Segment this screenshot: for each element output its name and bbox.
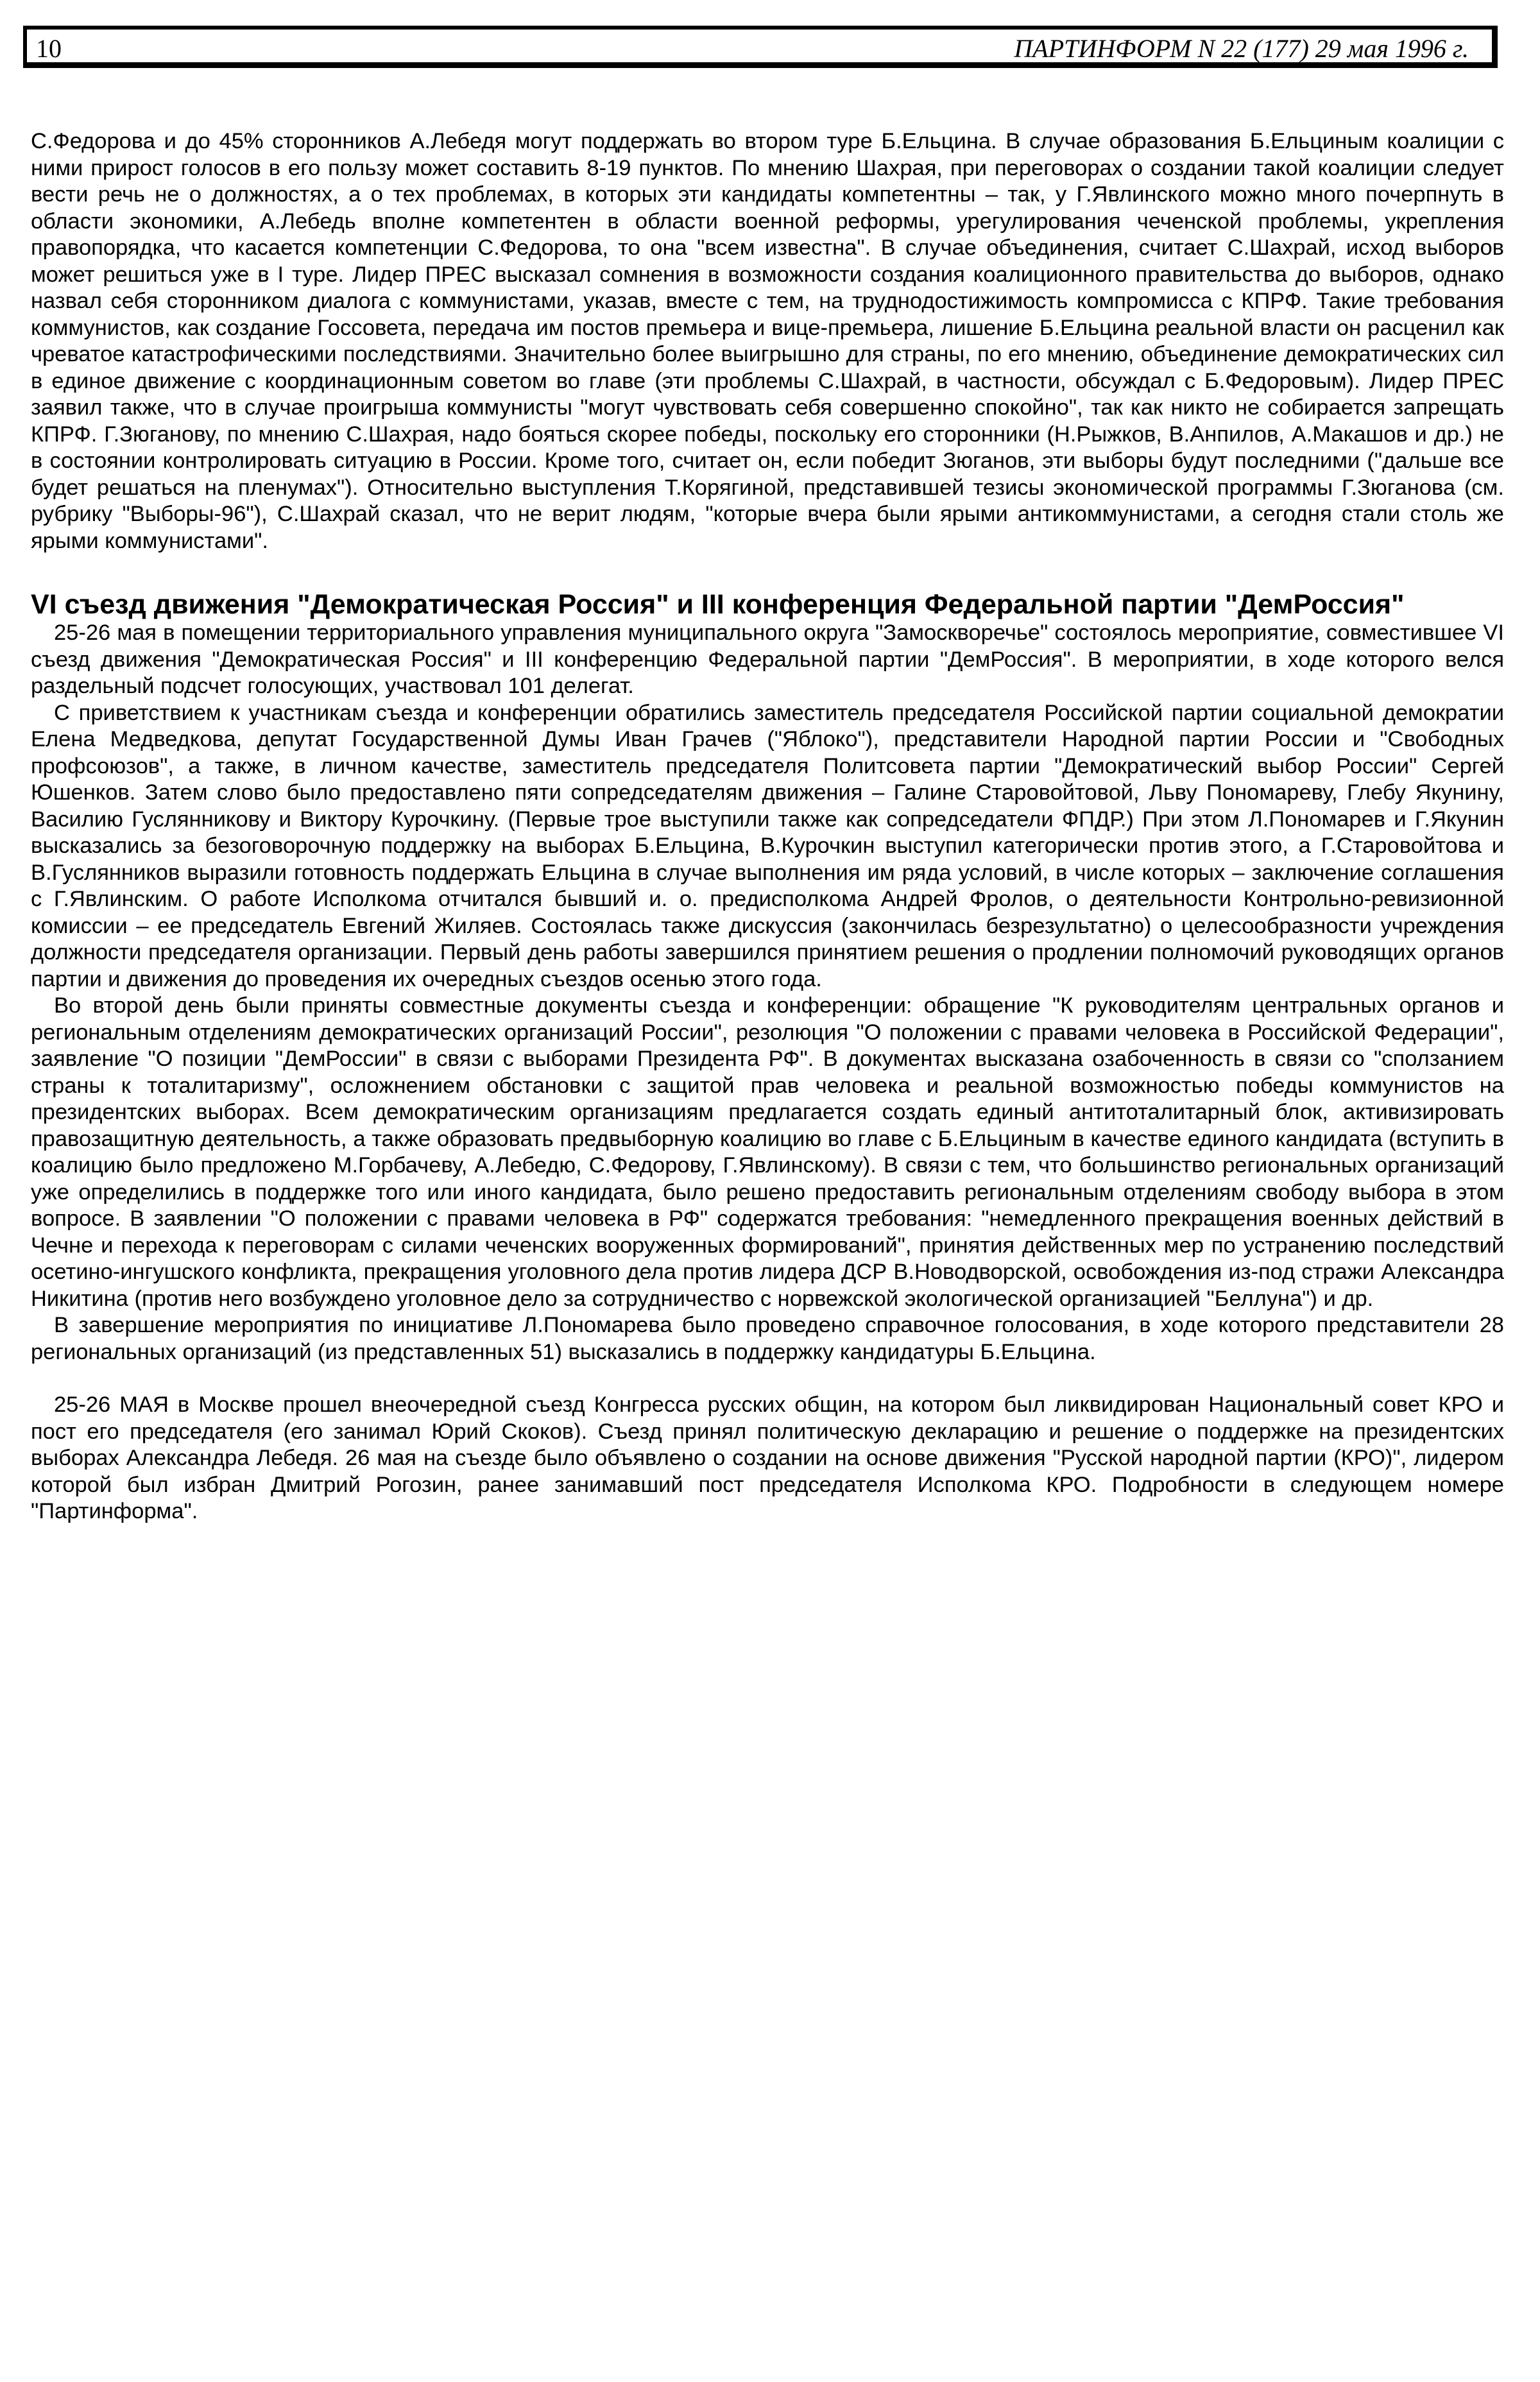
article2-paragraph: Во второй день были приняты совместные документы съезда и конференции: обращение "К руководителям центральных органов и региональным отделениям демократических организаций России", резолюция "О положении с правами человека в Российской Федерации", заявление "О позиции "ДемРоссии" в связи с выборами Президента РФ". В документах высказана озабоченность в связи со "сползанием страны к тоталитаризму", осложнением обстановки с защитой прав человека и реальной возможностью победы коммунистов на президентских выборах. Всем демократическим организациям предлагается создать единый антитоталитарный блок, активизировать правозащитную деятельность, а также образовать предвыборную коалицию во главе с Б.Ельциным в качестве единого кандидата (вступить в коалицию было предложено М.Горбачеву, А.Лебедю, С.Федорову, Г.Явлинскому). В связи с тем, что большинство региональных организаций уже определились в поддержке того или иного кандидата, было решено предоставить региональным отделениям свободу выбора в этом вопросе. В заявлении "О положении с правами человека в РФ" содержатся требования: "немедленного прекращения военных действий в Чечне и перехода к переговорам с силами чеченских вооруженных формирований", принятия действенных мер по устранению последствий осетино-ингушского конфликта, прекращения уголовного дела против лидера ДСР В.Новодворской, освобождения из-под стражи Александра Никитина (против него возбуждено уголовное дело за сотрудничество с норвежской экологической организацией "Беллуна") и др. (31, 993, 1504, 1311)
section-gap (31, 1366, 1504, 1392)
article2-paragraph: 25-26 мая в помещении территориального управления муниципального округа "Замоскворечье" состоялось мероприятие, совместившее VI съезд движения "Демократическая Россия" и III конференцию Федеральной партии "ДемРоссия". В мероприятии, в ходе которого велся раздельный подсчет голосующих, участвовал 101 делегат. (31, 621, 1504, 698)
article2-title: VI съезд движения "Демократическая Россия" и III конференция Федеральной партии "ДемРоссия" (31, 589, 1405, 620)
article3-paragraph: 25-26 МАЯ в Москве прошел внеочередной съезд Конгресса русских общин, на котором был ликвидирован Национальный совет КРО и пост его председателя (его занимал Юрий Скоков). Съезд принял политическую декларацию и решение о поддержке на президентских выборах Александра Лебедя. 26 мая на съезде было объявлено о создании на основе движения "Русской народной партии (КРО)", лидером которой был избран Дмитрий Рогозин, ранее занимавший пост председателя Исполкома КРО. Подробности в следующем номере "Партинформа". (31, 1392, 1504, 1523)
article1-paragraph: С.Федорова и до 45% сторонников А.Лебедя могут поддержать во втором туре Б.Ельцина. В случае образования Б.Ельциным коалиции с ними прирост голосов в его пользу может составить 8-19 пунктов. По мнению Шахрая, при переговорах о создании такой коалиции следует вести речь не о должностях, а о тех проблемах, в которых эти кандидаты компетентны – так, у Г.Явлинского можно много почерпнуть в области экономики, А.Лебедь вполне компетентен в области военной реформы, урегулирования чеченской проблемы, укрепления правопорядка, что касается компетенции С.Федорова, то она "всем известна". В случае объединения, считает С.Шахрай, исход выборов может решиться уже в I туре. Лидер ПРЕС высказал сомнения в возможности создания коалиционного правительства до выборов, однако назвал себя сторонником диалога с коммунистами, указав, вместе с тем, на труднодостижимость компромисса с КПРФ. Такие требования коммунистов, как создание Госсовета, передача им постов премьера и вице-премьера, лишение Б.Ельцина реальной власти он расценил как чреватое катастрофическими последствиями. Значительно более выигрышно для страны, по его мнению, объединение демократических сил в единое движение с координационным советом во главе (эти проблемы С.Шахрай, в частности, обсуждал с Б.Федоровым). Лидер ПРЕС заявил также, что в случае проигрыша коммунисты "могут чувствовать себя совершенно спокойно", так как никто не собирается запрещать КПРФ. Г.Зюганову, по мнению С.Шахрая, надо бояться скорее победы, поскольку его сторонники (Н.Рыжков, В.Анпилов, А.Макашов и др.) не в состоянии контролировать ситуацию в России. Кроме того, считает он, если победит Зюганов, эти выборы будут последними ("дальше все будет решаться на пленумах"). Относительно выступления Т.Корягиной, представившей тезисы экономической программы Г.Зюганова (см. рубрику "Выборы-96"), С.Шахрай сказал, что не верит людям, "которые вчера были ярыми антикоммунистами, а сегодня стали столь же ярыми коммунистами". (31, 129, 1504, 553)
article2-paragraph: В завершение мероприятия по инициативе Л.Пономарева было проведено справочное голосования, в ходе которого представители 28 региональных организаций (из представленных 51) высказались в поддержку кандидатуры Б.Ельцина. (31, 1313, 1504, 1364)
article-body (31, 128, 1504, 1525)
page-number: 10 (36, 34, 62, 63)
article2-paragraph: С приветствием к участникам съезда и конференции обратились заместитель председателя Российской партии социальной демократии Елена Медведкова, депутат Государственной Думы Иван Грачев ("Яблоко"), представители Народной партии России и "Свободных профсоюзов", а также, в личном качестве, заместитель председателя Политсовета партии "Демократический выбор России" Сергей Юшенков. Затем слово было предоставлено пяти сопредседателям движения – Галине Старовойтовой, Льву Пономареву, Глебу Якунину, Василию Гуслянникову и Виктору Курочкину. (Первые трое выступили также как сопредседатели ФПДР.) При этом Л.Пономарев и Г.Якунин высказались за безоговорочную поддержку на выборах Б.Ельцина, В.Курочкин выступил категорически против этого, а Г.Старовойтова и В.Гуслянников выразили готовность поддержать Ельцина в случае выполнения им ряда условий, в числе которых – заключение соглашения с Г.Явлинским. О работе Исполкома отчитался бывший и. о. предисполкома Андрей Фролов, о деятельности Контрольно-ревизионной комиссии – ее председатель Евгений Жиляев. Состоялась также дискуссия (закончилась безрезультатно) о целесообразности учреждения должности председателя организации. Первый день работы завершился принятием решения о продлении полномочий руководящих органов партии и движения до проведения их очередных съездов осенью этого года. (31, 700, 1504, 991)
running-head: ПАРТИНФОРМ N 22 (177) 29 мая 1996 г. (1014, 34, 1469, 63)
page-header (23, 26, 1498, 68)
